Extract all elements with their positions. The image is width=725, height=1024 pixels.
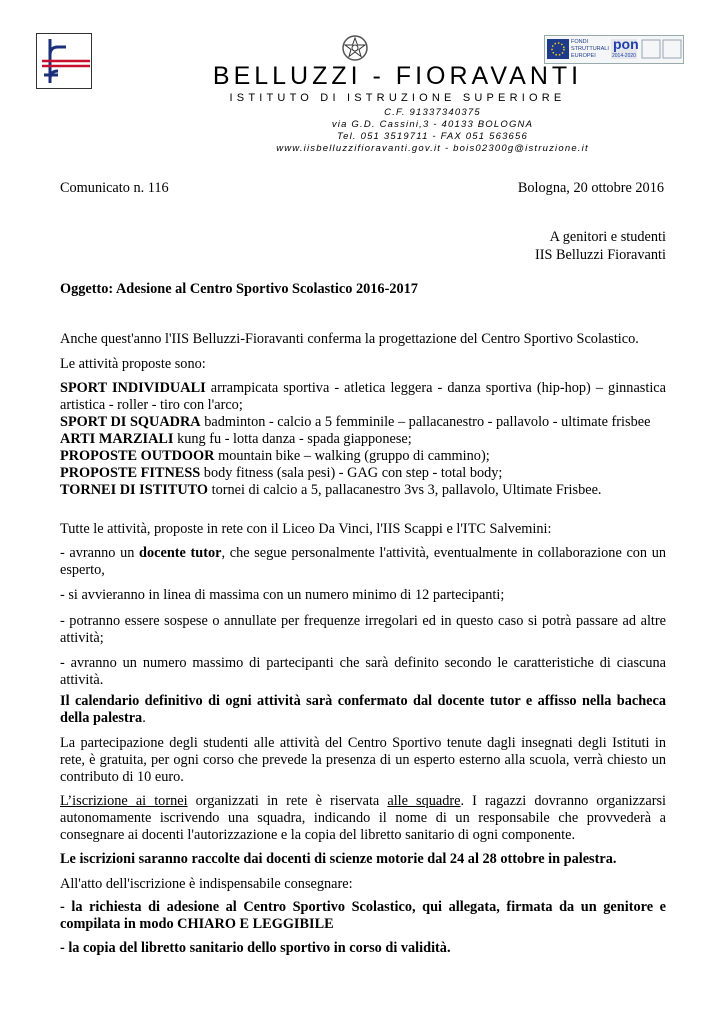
intro-paragraph: Anche quest'anno l'IIS Belluzzi-Fioravanti conferma la progettazione del Centro Sportivo Scolastico. <box>60 331 639 347</box>
tournament-rest: . I ragazzi dovranno organizzarsi autonomamente iscrivendo una squadra, indicando il nome di un responsabile che provvederà a consegnare ai docenti l'autorizzazione e la copia del libretto sanitario di ogni componente. <box>60 793 666 843</box>
recipient-line-1: A genitori e studenti <box>549 229 666 245</box>
activity-details: tornei di calcio a 5, pallacanestro 3vs 3, pallavolo, Ultimate Frisbee. <box>208 482 602 498</box>
required-item-1: - la richiesta di adesione al Centro Sportivo Scolastico, qui allegata, firmata da un genitore e compilata in modo CHIARO E LEGGIBILE <box>60 899 666 932</box>
school-address: via G.D. Cassini,3 - 40133 BOLOGNA <box>331 119 534 130</box>
activity-category: PROPOSTE FITNESS <box>60 465 201 481</box>
italian-republic-emblem <box>340 33 370 63</box>
activity-details: mountain bike – walking (gruppo di cammino); <box>214 448 490 464</box>
activity-item <box>60 465 666 482</box>
activity-details: body fitness (sala pesi) - GAG con step - total body; <box>200 465 503 481</box>
fiscal-code: C.F. 91337340375 <box>384 107 481 118</box>
activity-details: badminton - calcio a 5 femminile – pallacanestro - pallavolo - ultimate frisbee <box>200 414 651 430</box>
school-phone: Tel. 051 3519711 - FAX 051 563656 <box>336 131 528 142</box>
bullet-suspend: - potranno essere sospese o annullate per frequenze irregolari ed in questo caso si potrà passare ad altre attività; <box>60 613 666 646</box>
calendar-bold: Il calendario definitivo di ogni attività sarà confermato dal docente tutor e affisso nella bacheca della palestra <box>60 693 666 726</box>
activity-item <box>60 414 666 431</box>
activities-intro: Le attività proposte sono: <box>60 356 206 372</box>
recipient-line-2: IIS Belluzzi Fioravanti <box>534 247 666 263</box>
tutor-pre: - avranno un <box>60 545 140 561</box>
school-web-email: www.iisbelluzzifioravanti.gov.it - bois02300g@istruzione.it <box>276 143 589 154</box>
tutor-bold: docente tutor <box>139 545 222 561</box>
activity-item <box>60 482 666 499</box>
pon-years: 2014-2020 <box>612 53 636 59</box>
school-name: BELLUZZI - FIORAVANTI <box>212 62 583 90</box>
memo-number: Comunicato n. 116 <box>60 180 169 196</box>
activity-category: PROPOSTE OUTDOOR <box>60 448 215 464</box>
activity-details: arrampicata sportiva - atletica leggera - danza sportiva (hip-hop) – ginnastica artistica - roller - tiro con l'arco; <box>60 380 667 413</box>
calendar-paragraph <box>60 693 666 727</box>
required-intro: All'atto dell'iscrizione è indispensabile consegnare: <box>60 876 353 892</box>
participation-paragraph: La partecipazione degli studenti alle attività del Centro Sportivo tenute dagli insegnati degli Istituti in rete, è gratuita, per ogni corso che prevede la presenza di un esperto esterno alla scuola, verrà chiesto un contributo di 10 euro. <box>60 735 666 785</box>
activity-item <box>60 448 666 465</box>
tournament-underline-1: L’iscrizione ai tornei <box>60 793 188 809</box>
memo-place-date: Bologna, 20 ottobre 2016 <box>517 180 664 196</box>
memo-subject: Oggetto: Adesione al Centro Sportivo Scolastico 2016-2017 <box>60 281 418 297</box>
activity-category: TORNEI DI ISTITUTO <box>60 482 209 498</box>
registration-paragraph: Le iscrizioni saranno raccolte dai docenti di scienze motorie dal 24 al 28 ottobre in palestra. <box>60 851 617 867</box>
bullet-tutor <box>60 545 666 579</box>
network-intro: Tutte le attività, proposte in rete con il Liceo Da Vinci, l'IIS Scappi e l'ITC Salvemini: <box>60 521 552 537</box>
tournament-paragraph <box>60 793 666 844</box>
activity-category: ARTI MARZIALI <box>60 431 174 447</box>
pon-text: pon <box>613 36 639 52</box>
activity-item <box>60 431 666 448</box>
required-item-2: - la copia del libretto sanitario dello sportivo in corso di validità. <box>60 940 451 956</box>
tournament-mid: organizzati in rete è riservata <box>187 793 388 809</box>
tutor-post: , che segue personalmente l'attività, eventualmente in collaborazione con un esperto, <box>60 545 667 578</box>
pon-eu-funds-logo <box>544 35 684 64</box>
tournament-underline-2: alle squadre <box>387 793 461 809</box>
activity-category: SPORT DI SQUADRA <box>60 414 201 430</box>
activity-item <box>60 380 666 414</box>
activity-details: kung fu - lotta danza - spada giapponese; <box>173 431 412 447</box>
bullet-minimum: - si avvieranno in linea di massima con un numero minimo di 12 partecipanti; <box>60 587 505 603</box>
activity-category: SPORT INDIVIDUALI <box>60 380 206 396</box>
bullet-maximum: - avranno un numero massimo di partecipanti che sarà definito secondo le caratteristiche di ciascuna attività. <box>60 655 666 688</box>
school-subtitle: ISTITUTO DI ISTRUZIONE SUPERIORE <box>229 92 566 104</box>
activities-list <box>60 380 666 499</box>
pon-fondi-text: FONDI STRUTTURALI EUROPEI <box>571 39 609 59</box>
calendar-end: . <box>142 710 146 726</box>
